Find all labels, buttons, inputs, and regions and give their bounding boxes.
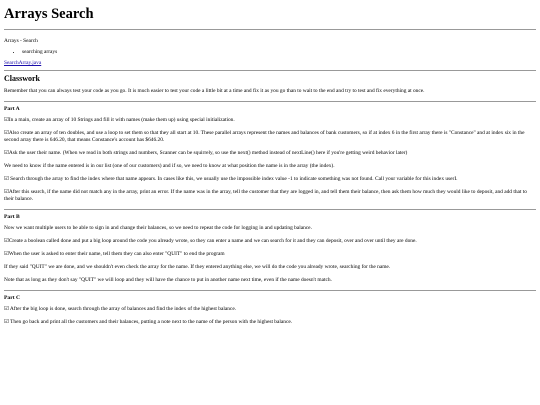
part-c-item: ☑ After the big loop is done, search through the array of balances and find the index of the highest balance. <box>4 306 237 312</box>
part-c-heading: Part C <box>4 295 20 301</box>
part-a-item: ☑After this search, if the name did not match any in the array, print an error. If the name was in the array, tell the customer that they are logged in, and tell them their balance, then ask them how much they would like to deposit, and add that to their balance. <box>4 189 527 202</box>
part-b-item: ☑When the user is asked to enter their name, tell them they can also enter "QUIT" to end the program <box>4 251 225 257</box>
file-link-wrap <box>4 60 536 67</box>
divider <box>4 209 536 210</box>
part-a-heading: Part A <box>4 106 20 112</box>
part-b-item: ☑Create a boolean called done and put a big loop around the code you already wrote, so they can enter a name and we can search for it and they can deposit, over and over until they are done. <box>4 238 417 244</box>
part-b-item: Note that as long as they don't say "QUIT" we will loop and they will have the chance to put in another name next time, even if the name doesn't match. <box>4 277 332 283</box>
divider <box>4 101 536 102</box>
part-b-item: Now we want multiple users to be able to sign in and change their balances, so we need to repeat the code for logging in and updating balance. <box>4 225 312 231</box>
topic-item: • searching arrays <box>22 49 536 56</box>
part-b-item: If they said "QUIT" we are done, and we shouldn't even check the array for the name. If they entered anything else, we will do the code you already wrote, searching for the name. <box>4 264 391 270</box>
part-a-item: ☑Ask the user their name. (When we read in both strings and numbers, Scanner can be squirrely, so use the next() method instead of nextLine() here if you're getting weird behavior later) <box>4 150 408 156</box>
page-title: Arrays Search <box>4 6 94 22</box>
classwork-heading: Classwork <box>4 74 41 83</box>
divider <box>4 70 536 71</box>
part-b-heading: Part B <box>4 214 20 220</box>
part-a-item: ☑In a main, create an array of 10 Strings and fill it with names (make them up) using special initialization. <box>4 117 235 123</box>
file-link[interactable]: SearchArray.java <box>4 60 42 66</box>
breadcrumb: Arrays - Search <box>4 38 38 44</box>
classwork-intro: Remember that you can always test your code as you go. It is much easier to test your code a little bit at a time and fix it as you go than to wait to the end and try to test and fix everything at once. <box>4 88 425 94</box>
part-a-item: ☑ Search through the array to find the index where that name appears. In cases like this, we usually use the impossible index value -1 to indicate something was not found. Call your variable for this index userI. <box>4 176 458 182</box>
part-c-item: ☑ Then go back and print all the customers and their balances, putting a note next to the name of the person with the highest balance. <box>4 319 293 325</box>
divider <box>4 290 536 291</box>
part-a-item: We need to know if the name entered is in our list (one of our customers) and if so, we need to know at what position the name is in the array (the index). <box>4 163 335 169</box>
topic-list <box>4 49 536 56</box>
divider <box>4 29 536 30</box>
part-a-item: ☑Also create an array of ten doubles, and use a loop to set them so that they all start at 10. These parallel arrays represent the names and balances of bank customers, so if at index 6 in the first array there is "Constance" and at index six in the second array there is 646.20, that means Constance's account has $646.20. <box>4 130 525 143</box>
